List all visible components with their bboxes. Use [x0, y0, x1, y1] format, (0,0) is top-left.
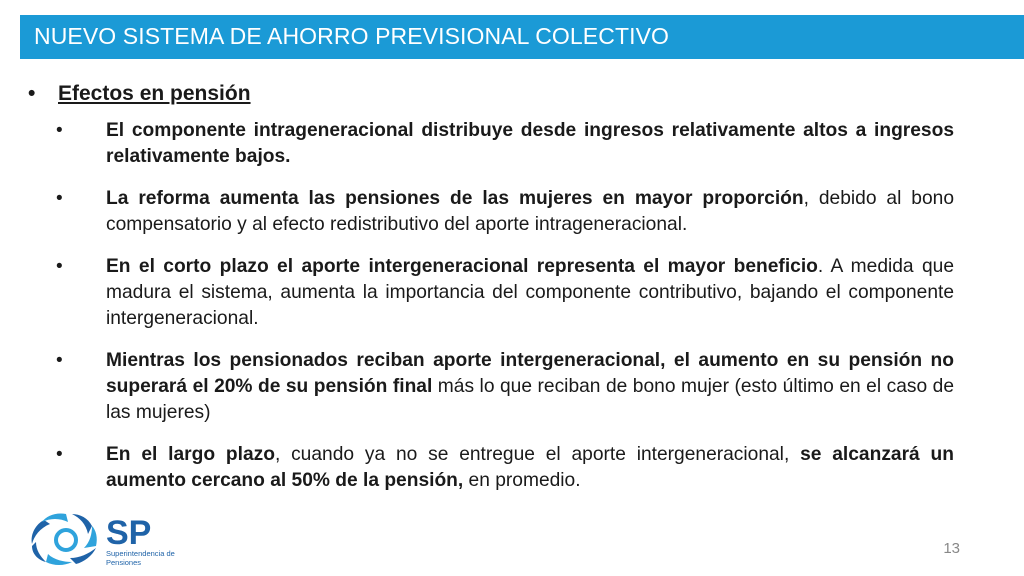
superintendencia-logo: [26, 506, 206, 570]
logo-line2: Pensiones: [106, 558, 142, 567]
logo-line1: Superintendencia de: [106, 549, 175, 558]
bullet-text: . A medida que madura el sistema, aumenta la importancia del componente contributivo, bajando el componente intergeneracional.: [106, 256, 954, 329]
bullet-list: [56, 118, 954, 510]
bullet-marker: •: [28, 82, 36, 105]
bullet-item: [56, 442, 954, 494]
bullet-bold-text: El componente intrageneracional distribuye desde ingresos relativamente altos a ingresos relativamente bajos.: [106, 120, 954, 167]
bullet-text: , debido al bono compensatorio y al efecto redistributivo del aporte intrageneracional.: [106, 188, 954, 235]
bullet-text: , cuando ya no se entregue el aporte intergeneracional,: [274, 444, 801, 465]
bullet-marker: •: [56, 188, 63, 209]
bullet-bold-text: Mientras los pensionados reciban aporte intergeneracional, el aumento en su pensión no superará el 20% de su pensión final: [106, 350, 954, 397]
section-heading-text: Efectos en pensión: [58, 82, 251, 105]
bullet-text: más lo que reciban de bono mujer (esto último en el caso de las mujeres): [106, 376, 955, 423]
bullet-item: [56, 348, 954, 426]
title-bar: [20, 15, 1024, 59]
section-heading: [28, 82, 251, 106]
bullet-text: en promedio.: [463, 470, 581, 491]
bullet-item: [56, 186, 954, 238]
logo-acronym: SP: [106, 514, 152, 552]
bullet-marker: •: [56, 256, 63, 277]
bullet-marker: •: [56, 444, 63, 465]
bullet-bold-text: En el corto plazo el aporte intergeneracional representa el mayor beneficio: [106, 256, 818, 277]
people-circle-icon: [32, 513, 97, 565]
bullet-bold-text: La reforma aumenta las pensiones de las mujeres en mayor proporción: [106, 188, 804, 209]
slide-title: NUEVO SISTEMA DE AHORRO PREVISIONAL COLECTIVO: [34, 23, 670, 49]
bullet-item: [56, 118, 954, 170]
page-number: 13: [943, 540, 960, 557]
bullet-item: [56, 254, 954, 332]
bullet-bold-text: se alcanzará un aumento cercano al 50% de la pensión,: [106, 444, 954, 491]
bullet-bold-text: En el largo plazo: [106, 444, 275, 465]
bullet-marker: •: [56, 120, 63, 141]
bullet-marker: •: [56, 350, 63, 371]
